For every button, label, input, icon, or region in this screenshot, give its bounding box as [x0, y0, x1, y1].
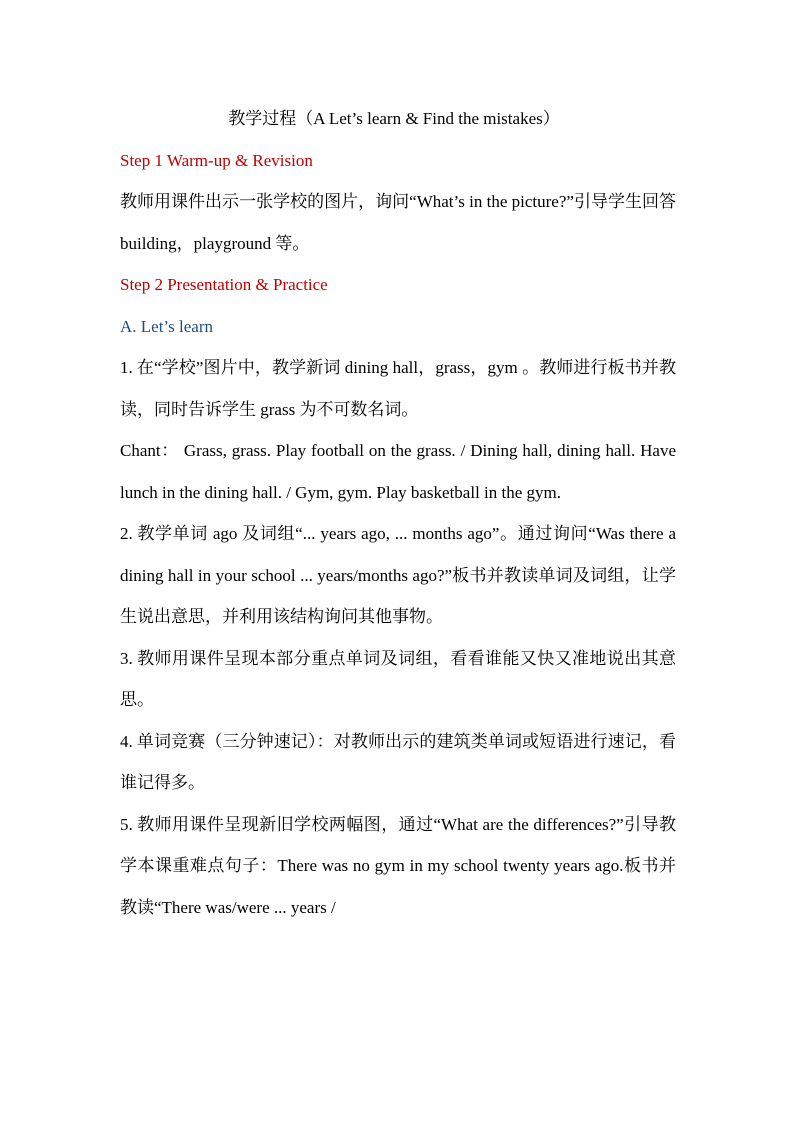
list-item-4 — [120, 721, 676, 804]
chant-text: Chant： Grass, grass. Play football on the grass. / Dining hall, dining hall. Have lunch in the dining hall. / Gym, gym. Play basketball in the gym. — [120, 441, 676, 502]
list-item-text: 在“学校”图片中，教学新词 dining hall，grass，gym 。教师进行板书并教读，同时告诉学生 grass 为不可数名词。 — [120, 358, 676, 419]
list-item-number: 1. — [120, 358, 133, 377]
list-item-text: 教学单词 ago 及词组“... years ago, ... months ago”。通过询问“Was there a dining hall in your school ... years/months ago?”板书并教读单词及词组，让学生说出意思，并利用该结构询问其他事物。 — [120, 524, 676, 626]
list-item-2 — [120, 513, 676, 638]
step1-paragraph: 教师用课件出示一张学校的图片，询问“What’s in the picture?”引导学生回答 building，playground 等。 — [120, 192, 676, 253]
list-item-5 — [120, 804, 676, 929]
list-item-number: 3. — [120, 648, 133, 668]
list-item-text: 单词竞赛（三分钟速记）：对教师出示的建筑类单词或短语进行速记，看谁记得多。 — [120, 731, 676, 792]
chant-paragraph — [120, 430, 676, 513]
list-item-1 — [120, 347, 676, 430]
list-item-number: 5. — [120, 814, 133, 834]
list-item-number: 2. — [120, 524, 133, 543]
list-item-text: 教师用课件呈现新旧学校两幅图，通过“What are the differences?”引导教学本课重难点句子：There was no gym in my school twenty years ago.板书并教读“There was/were ... years / — [120, 814, 676, 917]
section-a-heading: A. Let’s learn — [120, 316, 213, 336]
page-title: 教学过程（A Let’s learn & Find the mistakes） — [228, 109, 560, 128]
list-item-text: 教师用课件呈现本部分重点单词及词组，看看谁能又快又准地说出其意思。 — [120, 648, 676, 709]
document-page — [120, 98, 676, 928]
step2-heading: Step 2 Presentation & Practice — [120, 275, 328, 294]
list-item-number: 4. — [120, 731, 133, 751]
step1-heading: Step 1 Warm-up & Revision — [120, 150, 313, 170]
list-item-3 — [120, 638, 676, 721]
